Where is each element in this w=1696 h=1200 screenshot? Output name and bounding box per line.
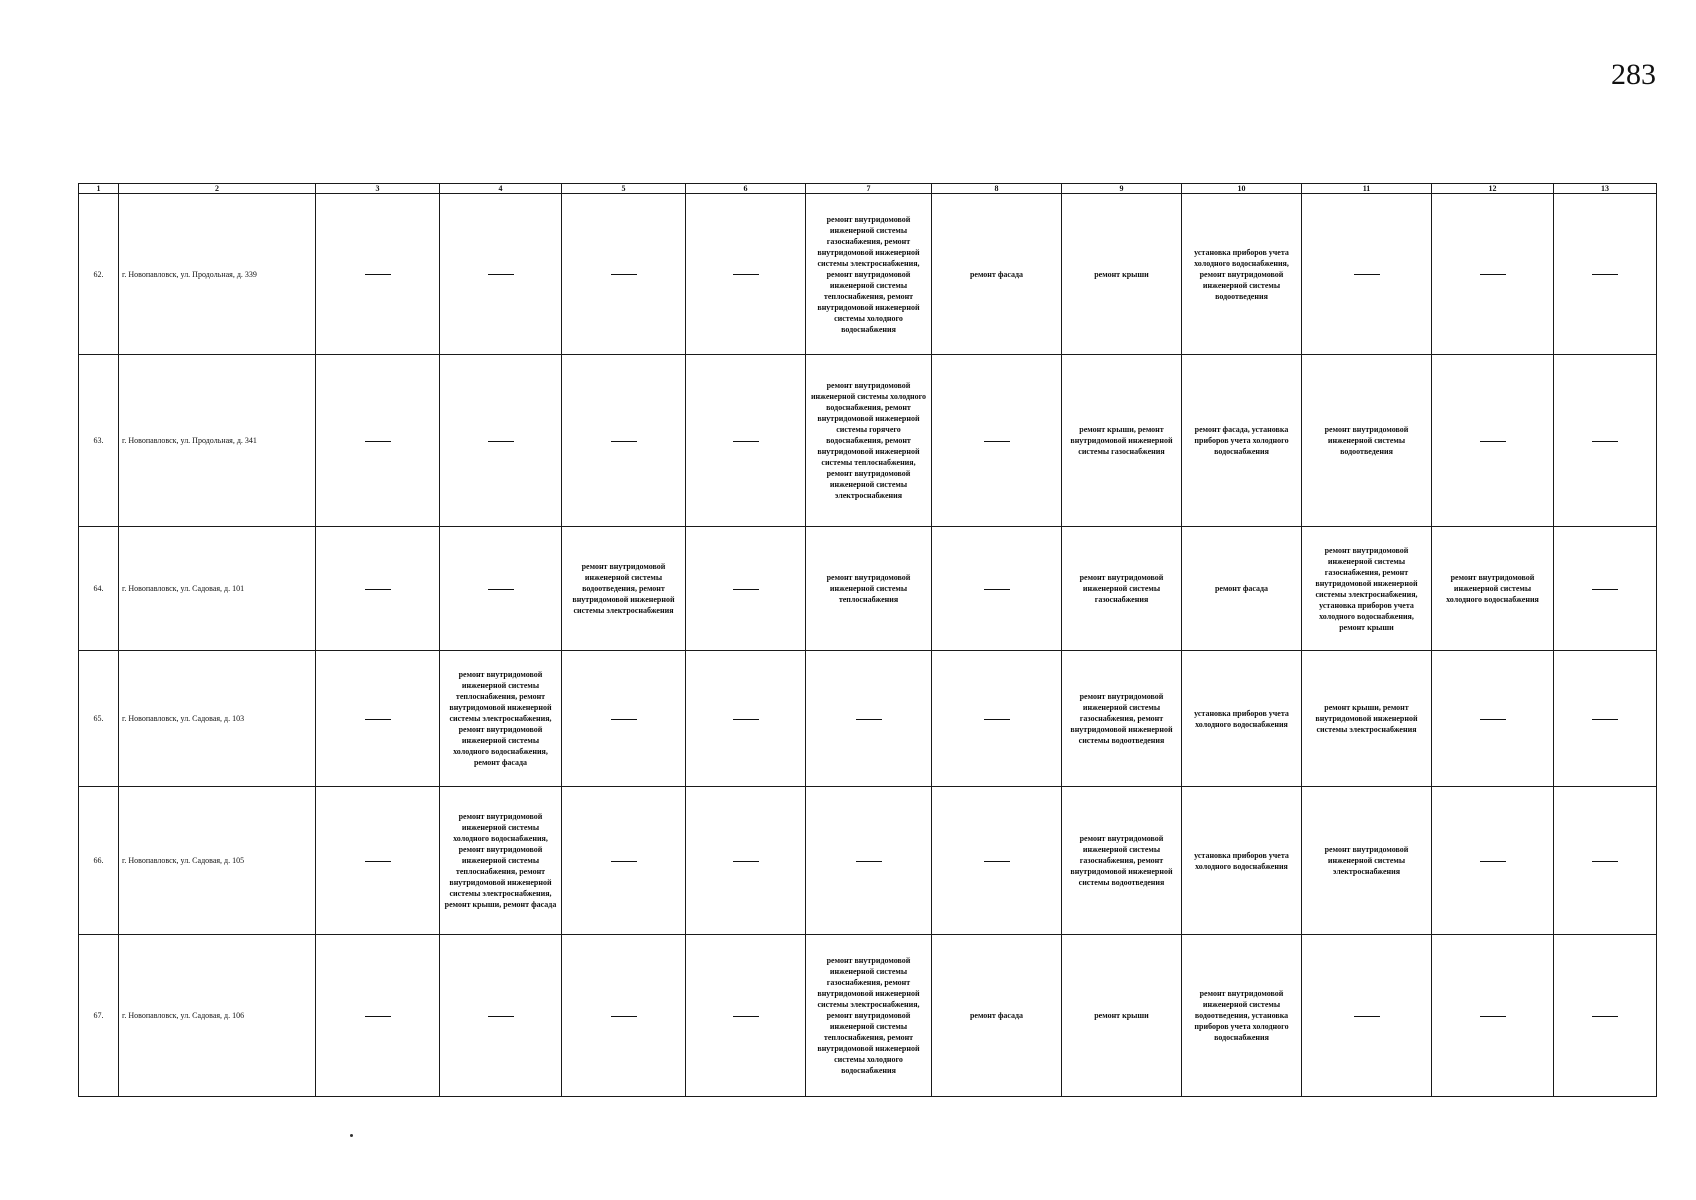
work-cell-6 (686, 935, 806, 1097)
work-cell-3 (316, 194, 440, 355)
work-cell-4 (440, 194, 562, 355)
table-row (79, 194, 1657, 355)
address-cell: г. Новопавловск, ул. Садовая, д. 105 (119, 787, 316, 935)
work-cell-4: ремонт внутридомовой инженерной системы холодного водоснабжения, ремонт внутридомовой инженерной системы теплоснабжения, ремонт внутридомовой инженерной системы электроснабжения, ремонт крыши, ремонт фасада (440, 787, 562, 935)
table-row (79, 787, 1657, 935)
address-cell: г. Новопавловск, ул. Продольная, д. 341 (119, 355, 316, 527)
work-cell-11: ремонт внутридомовой инженерной системы водоотведения (1302, 355, 1432, 527)
column-number: 7 (806, 184, 932, 194)
dash-mark (488, 1016, 514, 1017)
work-cell-9: ремонт внутридомовой инженерной системы газоснабжения, ремонт внутридомовой инженерной системы водоотведения (1062, 787, 1182, 935)
dash-mark (1354, 1016, 1380, 1017)
work-cell-8 (932, 787, 1062, 935)
dash-mark (611, 861, 637, 862)
column-number: 6 (686, 184, 806, 194)
column-number: 8 (932, 184, 1062, 194)
dash-mark (488, 589, 514, 590)
dash-mark (1480, 719, 1506, 720)
dash-mark (1480, 1016, 1506, 1017)
work-cell-10: ремонт фасада, установка приборов учета холодного водоснабжения (1182, 355, 1302, 527)
dash-mark (733, 1016, 759, 1017)
dash-mark (611, 719, 637, 720)
dash-mark (365, 441, 391, 442)
column-number: 5 (562, 184, 686, 194)
dash-mark (1354, 274, 1380, 275)
work-cell-4 (440, 355, 562, 527)
work-cell-11: ремонт внутридомовой инженерной системы электроснабжения (1302, 787, 1432, 935)
work-cell-7: ремонт внутридомовой инженерной системы теплоснабжения (806, 527, 932, 651)
table-row (79, 355, 1657, 527)
dash-mark (365, 589, 391, 590)
column-number: 13 (1554, 184, 1657, 194)
work-cell-9: ремонт внутридомовой инженерной системы газоснабжения, ремонт внутридомовой инженерной системы водоотведения (1062, 651, 1182, 787)
dash-mark (733, 589, 759, 590)
row-number: 62. (79, 194, 119, 355)
column-number: 2 (119, 184, 316, 194)
dash-mark (488, 441, 514, 442)
dash-mark (1480, 441, 1506, 442)
column-number: 10 (1182, 184, 1302, 194)
work-cell-7: ремонт внутридомовой инженерной системы холодного водоснабжения, ремонт внутридомовой инженерной системы горячего водоснабжения, ремонт внутридомовой инженерной системы теплоснабжения, ремонт внутридомовой инженерной системы электроснабжения (806, 355, 932, 527)
dash-mark (1592, 719, 1618, 720)
work-cell-7: ремонт внутридомовой инженерной системы газоснабжения, ремонт внутридомовой инженерной системы электроснабжения, ремонт внутридомовой инженерной системы теплоснабжения, ремонт внутридомовой инженерной системы холодного водоснабжения (806, 194, 932, 355)
column-number: 1 (79, 184, 119, 194)
dash-mark (611, 274, 637, 275)
dash-mark (733, 719, 759, 720)
repair-schedule-table (78, 183, 1657, 1097)
work-cell-11: ремонт крыши, ремонт внутридомовой инженерной системы электроснабжения (1302, 651, 1432, 787)
work-cell-9: ремонт внутридомовой инженерной системы газоснабжения (1062, 527, 1182, 651)
work-cell-13 (1554, 935, 1657, 1097)
dash-mark (984, 441, 1010, 442)
work-cell-9: ремонт крыши (1062, 935, 1182, 1097)
work-cell-10: ремонт фасада (1182, 527, 1302, 651)
work-cell-3 (316, 651, 440, 787)
work-cell-8: ремонт фасада (932, 935, 1062, 1097)
work-cell-12 (1432, 355, 1554, 527)
row-number: 66. (79, 787, 119, 935)
work-cell-5 (562, 194, 686, 355)
work-cell-7: ремонт внутридомовой инженерной системы газоснабжения, ремонт внутридомовой инженерной системы электроснабжения, ремонт внутридомовой инженерной системы теплоснабжения, ремонт внутридомовой инженерной системы холодного водоснабжения (806, 935, 932, 1097)
dash-mark (611, 441, 637, 442)
work-cell-6 (686, 527, 806, 651)
column-number-row (79, 184, 1657, 194)
work-cell-5: ремонт внутридомовой инженерной системы водоотведения, ремонт внутридомовой инженерной системы электроснабжения (562, 527, 686, 651)
column-number: 11 (1302, 184, 1432, 194)
column-number: 3 (316, 184, 440, 194)
dash-mark (856, 861, 882, 862)
work-cell-6 (686, 787, 806, 935)
dash-mark (365, 861, 391, 862)
work-cell-6 (686, 355, 806, 527)
work-cell-3 (316, 787, 440, 935)
dash-mark (365, 274, 391, 275)
work-cell-5 (562, 355, 686, 527)
work-cell-12 (1432, 651, 1554, 787)
work-cell-3 (316, 355, 440, 527)
row-number: 64. (79, 527, 119, 651)
table-row (79, 527, 1657, 651)
row-number: 65. (79, 651, 119, 787)
work-cell-5 (562, 787, 686, 935)
work-cell-10: установка приборов учета холодного водоснабжения (1182, 651, 1302, 787)
work-cell-7 (806, 787, 932, 935)
table-row (79, 935, 1657, 1097)
dash-mark (984, 719, 1010, 720)
dash-mark (365, 1016, 391, 1017)
dash-mark (856, 719, 882, 720)
work-cell-11 (1302, 194, 1432, 355)
row-number: 63. (79, 355, 119, 527)
work-cell-11: ремонт внутридомовой инженерной системы газоснабжения, ремонт внутридомовой инженерной системы электроснабжения, установка приборов учета холодного водоснабжения, ремонт крыши (1302, 527, 1432, 651)
work-cell-7 (806, 651, 932, 787)
work-cell-9: ремонт крыши (1062, 194, 1182, 355)
dash-mark (733, 441, 759, 442)
dash-mark (1592, 274, 1618, 275)
work-cell-5 (562, 651, 686, 787)
dash-mark (984, 861, 1010, 862)
work-cell-12 (1432, 935, 1554, 1097)
dash-mark (365, 719, 391, 720)
work-cell-13 (1554, 787, 1657, 935)
dash-mark (488, 274, 514, 275)
work-cell-12 (1432, 194, 1554, 355)
work-cell-6 (686, 651, 806, 787)
work-cell-13 (1554, 194, 1657, 355)
table-row (79, 651, 1657, 787)
work-cell-5 (562, 935, 686, 1097)
work-cell-13 (1554, 527, 1657, 651)
column-number: 12 (1432, 184, 1554, 194)
work-cell-11 (1302, 935, 1432, 1097)
work-cell-12 (1432, 787, 1554, 935)
work-cell-3 (316, 935, 440, 1097)
dash-mark (1592, 589, 1618, 590)
work-cell-10: установка приборов учета холодного водоснабжения, ремонт внутридомовой инженерной системы водоотведения (1182, 194, 1302, 355)
dash-mark (984, 589, 1010, 590)
scan-speck (350, 1134, 353, 1137)
work-cell-3 (316, 527, 440, 651)
address-cell: г. Новопавловск, ул. Садовая, д. 101 (119, 527, 316, 651)
row-number: 67. (79, 935, 119, 1097)
dash-mark (1592, 441, 1618, 442)
work-cell-8 (932, 651, 1062, 787)
dash-mark (1592, 1016, 1618, 1017)
work-cell-10: ремонт внутридомовой инженерной системы водоотведения, установка приборов учета холодного водоснабжения (1182, 935, 1302, 1097)
address-cell: г. Новопавловск, ул. Садовая, д. 103 (119, 651, 316, 787)
dash-mark (1480, 274, 1506, 275)
work-cell-9: ремонт крыши, ремонт внутридомовой инженерной системы газоснабжения (1062, 355, 1182, 527)
work-cell-10: установка приборов учета холодного водоснабжения (1182, 787, 1302, 935)
column-number: 4 (440, 184, 562, 194)
dash-mark (1480, 861, 1506, 862)
dash-mark (1592, 861, 1618, 862)
dash-mark (733, 274, 759, 275)
address-cell: г. Новопавловск, ул. Садовая, д. 106 (119, 935, 316, 1097)
work-cell-12: ремонт внутридомовой инженерной системы холодного водоснабжения (1432, 527, 1554, 651)
dash-mark (611, 1016, 637, 1017)
work-cell-4: ремонт внутридомовой инженерной системы теплоснабжения, ремонт внутридомовой инженерной системы электроснабжения, ремонт внутридомовой инженерной системы холодного водоснабжения, ремонт фасада (440, 651, 562, 787)
column-number: 9 (1062, 184, 1182, 194)
work-cell-8: ремонт фасада (932, 194, 1062, 355)
work-cell-6 (686, 194, 806, 355)
page-number: 283 (1611, 58, 1656, 91)
work-cell-13 (1554, 355, 1657, 527)
work-cell-4 (440, 935, 562, 1097)
work-cell-13 (1554, 651, 1657, 787)
work-cell-8 (932, 355, 1062, 527)
work-cell-8 (932, 527, 1062, 651)
dash-mark (733, 861, 759, 862)
work-cell-4 (440, 527, 562, 651)
address-cell: г. Новопавловск, ул. Продольная, д. 339 (119, 194, 316, 355)
